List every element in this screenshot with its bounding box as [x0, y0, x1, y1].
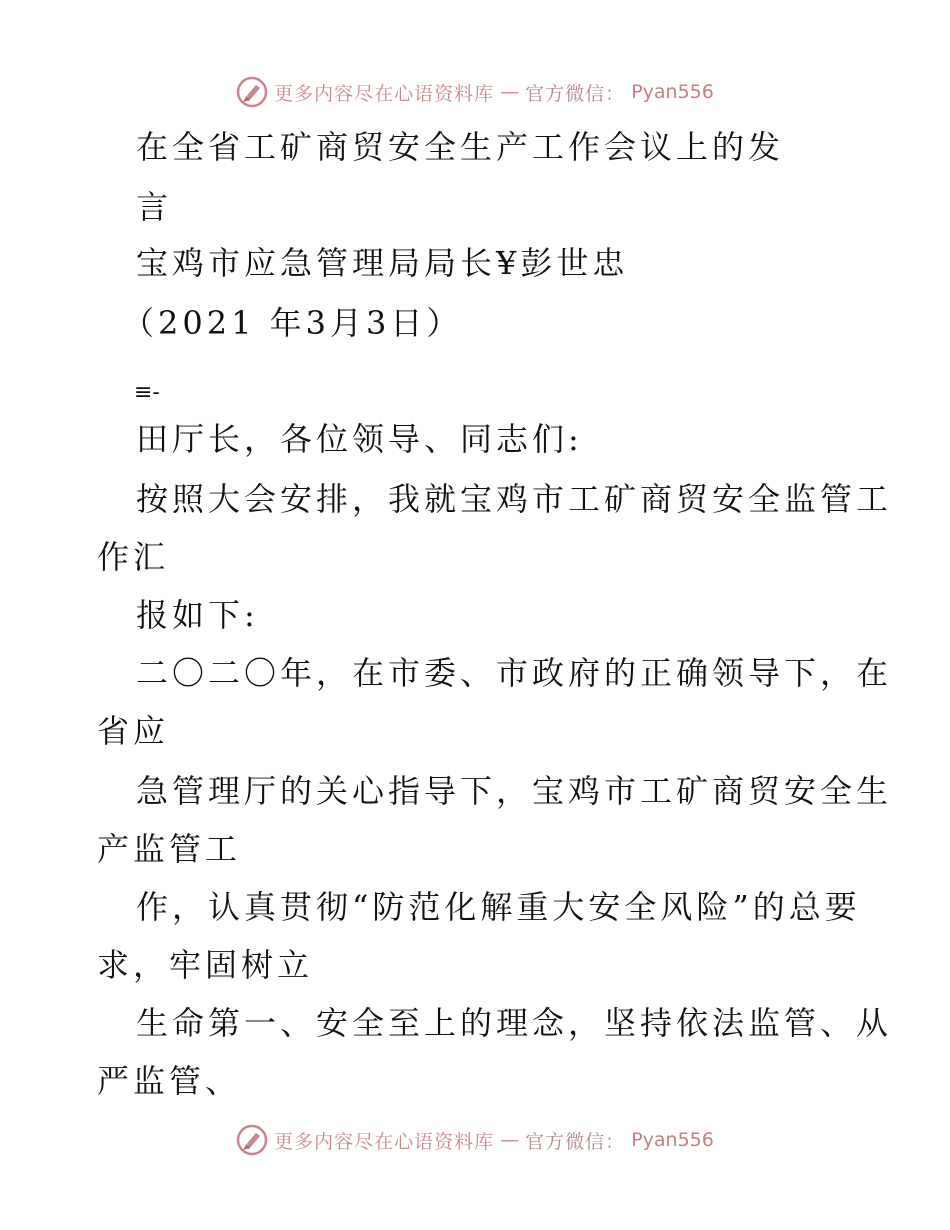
paragraph-line: 产监管工: [97, 830, 242, 868]
paragraph-line: 生命第一、安全至上的理念，坚持依法监管、从: [136, 1004, 893, 1042]
watermark-contact: 官方微信：: [525, 82, 626, 105]
section-symbol: ≡-: [134, 380, 160, 405]
paragraph-line: 二〇二〇年，在市委、市政府的正确领导下，在: [136, 654, 893, 692]
paragraph-line: 急管理厅的关心指导下，宝鸡市工矿商贸安全生: [136, 772, 893, 810]
paragraph-line: 报如下:: [136, 596, 259, 634]
watermark-separator: —: [500, 81, 520, 103]
paragraph-line: 求，牢固树立: [97, 946, 314, 984]
footer-watermark: [0, 1120, 950, 1160]
watermark-separator: —: [500, 1129, 520, 1151]
watermark-id: Pyan556: [631, 81, 714, 103]
pen-logo-icon: [236, 76, 268, 108]
paragraph-line: 作，认真贯彻“防范化解重大安全风险”的总要: [136, 888, 861, 926]
watermark-brand: 更多内容尽在心语资料库: [274, 82, 495, 105]
paragraph-line: 严监管、: [97, 1062, 242, 1100]
paragraph-line: 省应: [97, 712, 170, 750]
pen-logo-icon: [236, 1124, 268, 1156]
header-watermark: [0, 72, 950, 112]
paragraph-line: 按照大会安排，我就宝鸡市工矿商贸安全监管工: [136, 480, 893, 518]
watermark-contact: 官方微信：: [525, 1130, 626, 1153]
document-date: （2021 年3月3日）: [122, 304, 463, 342]
paragraph-line: 作汇: [97, 538, 170, 576]
paragraph-line: 田厅长，各位领导、同志们:: [136, 420, 583, 458]
document-speaker: 宝鸡市应急管理局局长¥彭世忠: [136, 244, 629, 282]
watermark-brand: 更多内容尽在心语资料库: [274, 1130, 495, 1153]
watermark-id: Pyan556: [631, 1129, 714, 1151]
document-title-line-2: 言: [136, 188, 173, 226]
document-title-line-1: 在全省工矿商贸安全生产工作会议上的发: [136, 128, 785, 166]
